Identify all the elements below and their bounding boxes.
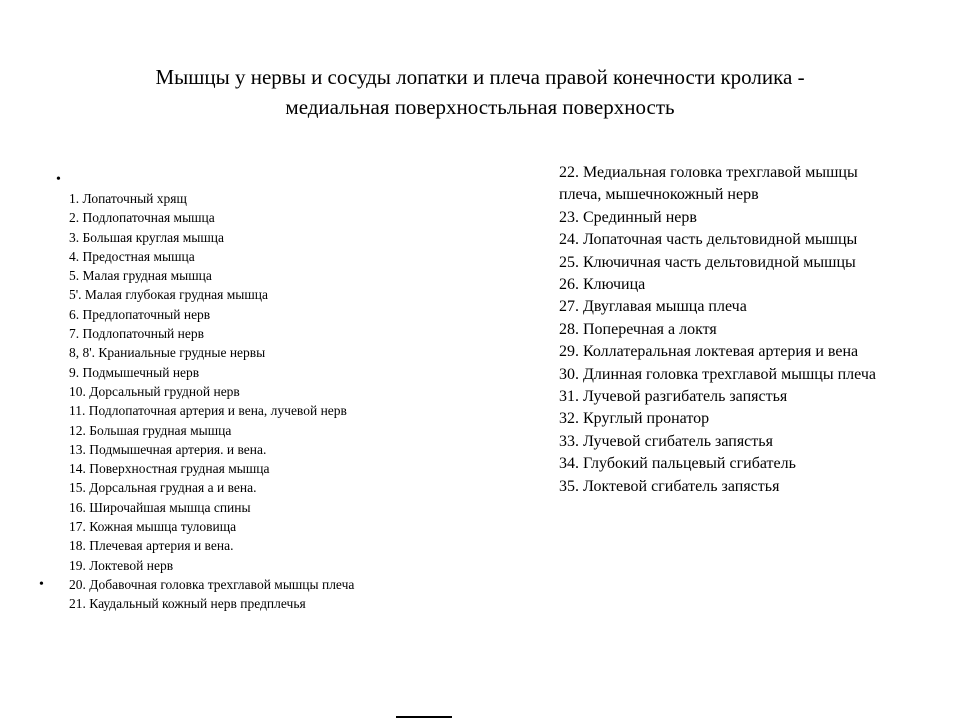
list-item-bulleted — [39, 575, 452, 594]
list-item: 28. Поперечная а локтя — [559, 320, 717, 338]
list-item: 6. Предлопаточный нерв — [69, 306, 211, 322]
list-item: 21. Каудальный кожный нерв предплечья — [69, 596, 306, 612]
list-item: 14. Поверхностная грудная мышца — [69, 461, 270, 477]
divider — [396, 716, 452, 718]
list-item: 27. Двуглавая мышца плеча — [559, 298, 747, 316]
list-item: 23. Срединный нерв — [559, 208, 697, 226]
list-item: 1. Лопаточный хрящ — [69, 191, 187, 206]
list-item: 33. Лучевой сгибатель запястья — [559, 432, 773, 450]
list-item: 19. Локтевой нерв — [69, 557, 174, 573]
list-item: 24. Лопаточная часть дельтовидной мышцы — [559, 231, 858, 249]
left-legend-list — [39, 170, 452, 614]
list-item: 7. Подлопаточный нерв — [69, 326, 204, 342]
list-item: 10. Дорсальный грудной нерв — [69, 383, 240, 399]
list-item: 16. Широчайшая мышца спины — [69, 499, 251, 515]
list-item: 34. Глубокий пальцевый сгибатель — [559, 455, 796, 473]
list-item: 35. Локтевой сгибатель запястья — [559, 477, 780, 495]
list-item: 4. Предостная мышца — [69, 248, 195, 264]
legend-bullet-row — [52, 170, 452, 189]
list-item: 26. Ключица — [559, 276, 646, 294]
list-item: 3. Большая круглая мышца — [69, 229, 224, 245]
slide-title — [20, 62, 940, 122]
list-item: 25. Ключичная часть дельтовидной мышцы — [559, 253, 856, 271]
list-item: 22. Медиальная головка трехглавой мышцы плеча, мышечнокожный нерв — [559, 164, 858, 204]
list-item: 13. Подмышечная артерия. и вена. — [69, 441, 267, 457]
bullet-marker: • — [56, 172, 61, 187]
list-item: 11. Подлопаточная артерия и вена, лучевой нерв — [69, 403, 347, 419]
list-item: 18. Плечевая артерия и вена. — [69, 538, 234, 554]
list-item: 5. Малая грудная мышца — [69, 268, 212, 284]
list-item: 8, 8'. Краниальные грудные нервы — [69, 345, 266, 361]
slide-title-line-2: медиальная поверхностьльная поверхность — [285, 95, 675, 119]
list-item: 5'. Малая глубокая грудная мышца — [69, 287, 268, 303]
list-item: 15. Дорсальная грудная а и вена. — [69, 480, 257, 496]
bullet-marker: • — [39, 576, 44, 592]
list-item: 30. Длинная головка трехглавой мышцы плеча — [559, 365, 876, 383]
slide-title-line-1: Мышцы у нервы и сосуды лопатки и плеча правой конечности кролика - — [155, 65, 805, 89]
list-item: 12. Большая грудная мышца — [69, 422, 232, 438]
list-item: 2. Подлопаточная мышца — [69, 210, 215, 226]
list-item: 17. Кожная мышца туловища — [69, 519, 237, 535]
list-item: 31. Лучевой разгибатель запястья — [559, 388, 788, 406]
list-item: 9. Подмышечный нерв — [69, 364, 200, 380]
list-item-text: 20. Добавочная головка трехглавой мышцы плеча — [69, 576, 355, 592]
right-legend-list — [559, 162, 889, 498]
list-item: 32. Круглый пронатор — [559, 410, 710, 428]
list-item: 29. Коллатеральная локтевая артерия и вена — [559, 343, 859, 361]
